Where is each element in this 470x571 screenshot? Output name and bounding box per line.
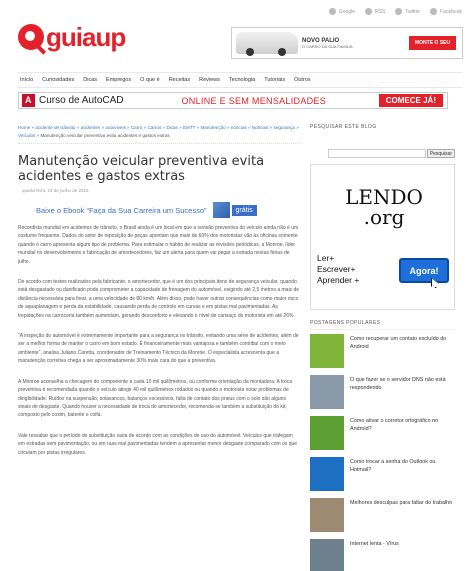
google-plus-icon xyxy=(329,8,336,15)
main-content xyxy=(18,124,300,457)
article-paragraph: Vale ressaltar que o período de substituição varia de acordo com as condições de uso do automóvel. Veículos que trafegam em estradas sem pavimentação, ou em ruas mal pavimentadas tendem a apresentar menor desgaste comparado com os que circulam por pistas irregulares. xyxy=(18,432,298,456)
post-title: Manutenção veicular preventiva evita acidentes e gastos extras xyxy=(18,154,265,184)
post-thumbnail[interactable] xyxy=(310,539,344,571)
lendo-tagline: Ler+ Escrever+ Aprender + xyxy=(317,253,360,285)
search-title: PESQUISAR ESTE BLOG xyxy=(310,124,377,130)
sidebar xyxy=(310,124,455,571)
nav-item-dicas[interactable]: Dicas xyxy=(83,77,98,83)
popular-post-title[interactable]: Como ativar o corretor ortográfico no Android? xyxy=(350,418,439,432)
nav-item-reviews[interactable]: Reviews xyxy=(199,77,220,83)
autocad-banner-ad[interactable] xyxy=(18,92,448,109)
popular-post-item[interactable] xyxy=(310,498,455,535)
nav-item-o-que-e[interactable]: O que é xyxy=(140,77,160,83)
social-rss[interactable]: RSS xyxy=(365,8,385,15)
social-facebook[interactable]: Facebook xyxy=(430,8,462,15)
nav-item-receitas[interactable]: Receitas xyxy=(168,77,191,83)
search-box xyxy=(310,149,455,158)
article-paragraph: "A inspeção do automóvel é extremamente importante para a segurança no trânsito, evitando uma série de acidentes, além de ser a melhor forma de manter o carro em bom estado. É financeiramente mais vantajosa e também contribui com o meio ambiente", analisa Juliano Caretta, coordenador de Treinamento Técnico da Monroe. O especialista acrescenta que a manutenção corretiva chega a ser aproximadamente 30% mais cara do que a preventiva. xyxy=(18,333,299,365)
ebook-cover-icon xyxy=(213,202,230,218)
ebook-link[interactable] xyxy=(36,202,300,218)
nav-item-inicio[interactable]: Início xyxy=(20,77,34,83)
lendo-brand: LENDO .org xyxy=(345,185,423,229)
breadcrumb xyxy=(18,124,300,144)
ebook-text[interactable]: Baixe o Ebook “Faça da Sua Carreira um Sucesso” xyxy=(36,205,207,215)
article-paragraph: De acordo com testes realizados pela fabricante, o amortecedor, que é um dos principais itens de segurança veicular, quando está desgastado ou danificado pode comprometer a capacidade de frenagem do automóvel, exigindo até 2,5 metros a mais de distância necessária para frear, a uma velocidade de 80 km/h. Além disso, pode haver outras consequências como maior risco de aquaplanagem e perda da estabilidade, causando perda de controle em curvas e em pistas mal pavimentadas. As trepidações na carroceria também aumentam, gerando desconforto e elevando o nível de cansaço do motorista em até 26%. xyxy=(18,279,300,319)
logo-text: guiaup xyxy=(46,22,126,52)
search-input[interactable] xyxy=(328,149,426,158)
breadcrumb-current: Manutenção veicular preventiva evita acidentes e gastos extras xyxy=(40,133,170,138)
popular-post-title[interactable]: Melhores desculpas para faltar do trabalho xyxy=(350,500,453,506)
popular-posts-title: POSTAGENS POPULARES xyxy=(310,320,455,330)
popular-post-title[interactable]: Internet lenta - Vírus xyxy=(350,541,399,547)
autocad-icon xyxy=(22,94,35,107)
popular-post-title[interactable]: O que fazer se o servidor DNS não está respondendo xyxy=(350,377,446,391)
top-banner-ad[interactable] xyxy=(231,27,463,59)
article-paragraph: A Monroe aconselha a checagem do componente a cada 10 mil quilômetros, ou conforme orientação da montadora. A troca preventiva é recomendada quando o veículo atingir 40 mil quilômetros rodados ou quando o motorista notar problemas de dirigibilidade. Ruídos na suspensão, solavancos, balanços excessivos, falta de contato dos pneus com o solo são alguns sinais de desgaste. Quando houver a necessidade de troca do amortecedor, recomenda-se também a substituição do kit, composto pelo coxim, batente e coifa. xyxy=(18,378,293,419)
popular-post-title[interactable]: Como trocar a senha do Outlook ou Hotmail? xyxy=(350,459,436,473)
social-twitter[interactable]: Twitter xyxy=(395,8,420,15)
post-thumbnail[interactable] xyxy=(310,375,344,409)
popular-posts-list xyxy=(310,334,455,571)
post-thumbnail[interactable] xyxy=(310,416,344,450)
twitter-icon xyxy=(395,8,402,15)
post-date: quarta-feira, 24 de junho de 2015 xyxy=(22,188,89,193)
car-image-icon xyxy=(236,32,298,54)
lendo-agora-button[interactable]: Agora! xyxy=(399,258,449,283)
post-thumbnail[interactable] xyxy=(310,334,344,368)
autocad-title: Curso de AutoCAD xyxy=(39,95,124,106)
popular-post-item[interactable] xyxy=(310,334,455,371)
ebook-badge: grátis xyxy=(232,205,257,216)
nav-item-tecnologia[interactable]: Tecnologia xyxy=(228,77,256,83)
main-nav xyxy=(18,72,462,88)
autocad-subtitle: ONLINE E SEM MENSALIDADES xyxy=(181,95,327,106)
nav-item-empregos[interactable]: Empregos xyxy=(106,77,132,83)
search-button[interactable]: Pesquisar xyxy=(427,149,455,158)
article-paragraph: Recordista mundial em acidentes de trânsito, o Brasil ainda é um local em que a revisão preventiva do veículo ainda não é um costume frequente. Dados do setor de reposição de peças apontam que mais de 60% dos motoristas vão às oficinas somente quando o carro apresenta algum tipo de problema. Para estimular o hábito de realizar as revisões periódicas, a Monroe, líder mundial no desenvolvimento e fabricação de amortecedores, faz um alerta para quem vai pegar a estrada nestas férias de julho. xyxy=(18,225,299,265)
popular-post-item[interactable] xyxy=(310,457,455,494)
popular-post-item[interactable] xyxy=(310,416,455,453)
rss-icon xyxy=(365,8,372,15)
site-logo[interactable] xyxy=(18,24,125,50)
popular-post-title[interactable]: Como recuperar um contato excluído do Android xyxy=(350,336,447,350)
banner-model: NOVO PALIO O CARRO DA SUA FAMÍLIA xyxy=(302,37,353,49)
breadcrumb-links[interactable]: Home » acidente de trânsito » acidentes » autoviveis » Carro » Carros » Dicas » EMTT » Manutenção » notícias » Notícias » segurança » Veículos » xyxy=(18,125,299,138)
banner-tagline: O CARRO DA SUA FAMÍLIA xyxy=(302,43,353,49)
autocad-cta-button[interactable]: COMECE JÁ! xyxy=(379,94,443,107)
popular-post-item[interactable] xyxy=(310,539,455,571)
nav-item-tutoriais[interactable]: Tutoriais xyxy=(264,77,286,83)
nav-item-outros[interactable]: Outros xyxy=(294,77,311,83)
post-thumbnail[interactable] xyxy=(310,498,344,532)
lendo-ad[interactable] xyxy=(310,164,455,310)
nav-item-curiosidades[interactable]: Curiosidades xyxy=(42,77,75,83)
social-bar xyxy=(329,8,462,15)
post-thumbnail[interactable] xyxy=(310,457,344,491)
facebook-icon xyxy=(430,8,437,15)
banner-cta-button[interactable]: MONTE O SEU xyxy=(409,36,456,50)
popular-post-item[interactable] xyxy=(310,375,455,412)
magnifier-logo-icon xyxy=(18,24,44,50)
social-google[interactable]: Google xyxy=(329,8,355,15)
